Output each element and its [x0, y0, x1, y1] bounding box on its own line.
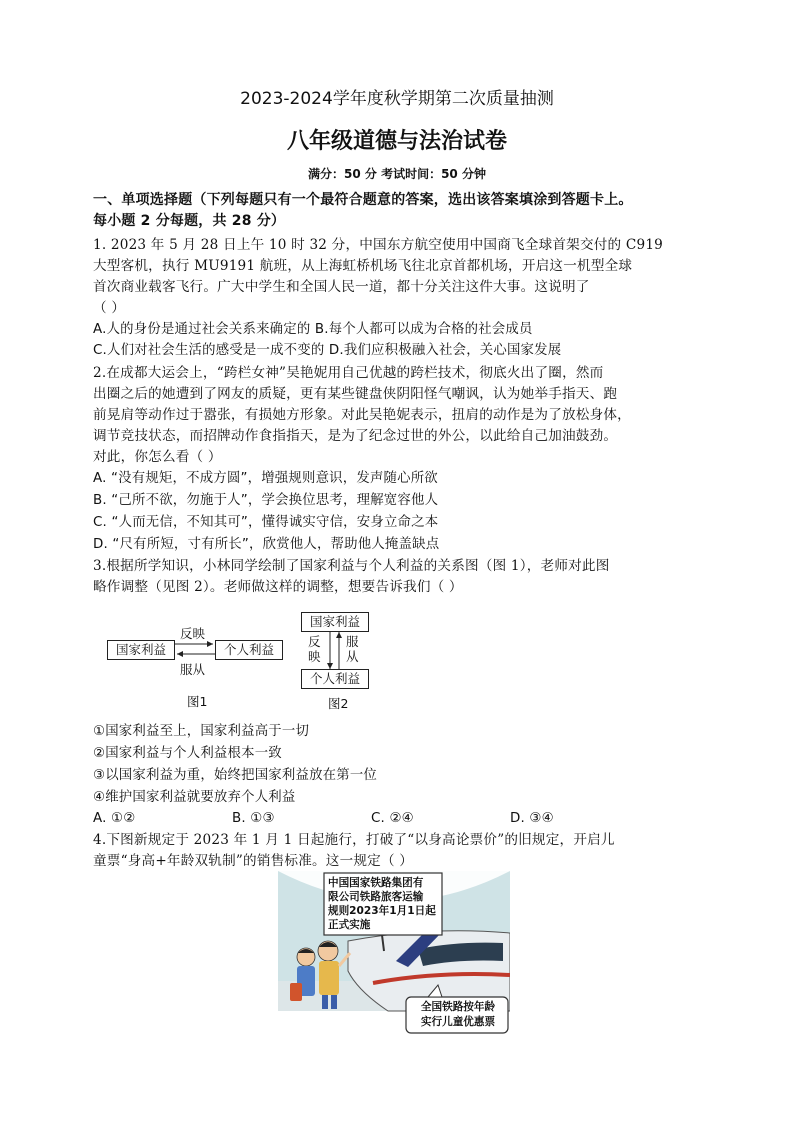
figure-2: [300, 611, 380, 716]
q3-statement: ③以国家利益为重，始终把国家利益放在第一位: [93, 768, 378, 783]
sign-line: 中国国家铁路集团有: [328, 877, 424, 889]
fig2-personal-interest-box: 个人利益: [301, 669, 369, 689]
sign-line: 正式实施: [328, 919, 371, 931]
fig2-obey-label: 服从: [346, 634, 359, 664]
q3-statement: ①国家利益至上，国家利益高于一切: [93, 724, 310, 739]
q4-line: 童票“身高+年龄双轨制”的销售标准。这一规定（ ）: [93, 853, 414, 869]
bubble-line: 全国铁路按年龄: [420, 1001, 496, 1013]
q2-option: D. “尺有所短，寸有所长”，欣赏他人，帮助他人掩盖缺点: [93, 537, 440, 552]
fig1-national-interest-box: 国家利益: [107, 640, 175, 660]
q2-line: 前晃肩等动作过于嚣张，有损她方形象。对此吴艳妮表示，扭肩的动作是为了放松身体，: [93, 407, 631, 423]
q3-option-d: D. ③④: [510, 811, 554, 826]
q1-line: 大型客机，执行 MU9191 航班，从上海虹桥机场飞往北京首都机场，开启这一机型全球: [93, 258, 633, 274]
q1-option: C.人们对社会生活的感受是一成不变的 D.我们应积极融入社会，关心国家发展: [93, 343, 562, 358]
q1-line: 首次商业载客飞行。广大中学生和全国人民一道，都十分关注这件大事。这说明了: [93, 279, 590, 295]
cartoon-bubble-text: [410, 1000, 506, 1030]
q3-statement: ④维护国家利益就要放弃个人利益: [93, 790, 296, 805]
q1-line: 1. 2023 年 5 月 28 日上午 10 时 32 分，中国东方航空使用中国商飞全球首架交付的 C919: [93, 237, 664, 253]
bubble-line: 实行儿童优惠票: [420, 1016, 496, 1028]
q2-option: A. “没有规矩，不成方圆”，增强规则意识，发声随心所欲: [93, 471, 438, 486]
q3-line: 略作调整（见图 2）。老师做这样的调整，想要告诉我们（ ）: [93, 579, 463, 595]
q2-line: 2.在成都大运会上，“跨栏女神”吴艳妮用自己优越的跨栏技术，彻底火出了圈，然而: [93, 365, 604, 381]
exam-meta: 满分：50 分 考试时间：50 分钟: [308, 167, 486, 181]
fig2-national-interest-box: 国家利益: [301, 612, 369, 632]
q1-option: A.人的身份是通过社会关系来确定的 B.每个人都可以成为合格的社会成员: [93, 322, 533, 337]
section-heading-line1: 一、单项选择题（下列每题只有一个最符合题意的答案，选出该答案填涂到答题卡上。: [93, 192, 633, 208]
subject-title: 八年级道德与法治试卷: [286, 129, 507, 154]
q3-option-b: B. ①③: [232, 811, 275, 826]
q3-option-a: A. ①②: [93, 811, 136, 826]
fig1-reflect-label: 反映: [180, 626, 206, 641]
railway-cartoon: [278, 871, 510, 1037]
fig2-reflect-label: 反映: [308, 634, 321, 664]
figure-1: [107, 617, 287, 712]
q3-line: 3.根据所学知识，小林同学绘制了国家利益与个人利益的关系图（图 1），老师对此图: [93, 558, 610, 574]
q2-option: C. “人而无信，不知其可”，懂得诚实守信，安身立命之本: [93, 515, 439, 530]
q2-line: 调节竞技状态，而招牌动作食指指天，是为了纪念过世的外公，以此给自己加油鼓劲。: [93, 428, 618, 444]
q1-line: （ ）: [93, 300, 126, 316]
q2-line: 出圈之后的她遭到了网友的质疑，更有某些键盘侠阴阳怪气嘲讽，认为她举手指天、跑: [93, 386, 618, 402]
fig1-obey-label: 服从: [180, 662, 206, 677]
section-heading-line2: 每小题 2 分每题，共 28 分）: [93, 213, 286, 229]
sign-line: 限公司铁路旅客运输: [328, 891, 424, 903]
fig2-caption: 图2: [328, 696, 349, 711]
q3-statement: ②国家利益与个人利益根本一致: [93, 746, 282, 761]
fig1-caption: 图1: [187, 694, 208, 709]
sign-line: 规则2023年1月1日起: [328, 905, 436, 917]
q4-line: 4.下图新规定于 2023 年 1 月 1 日起施行，打破了“以身高论票价”的旧规定，开启儿: [93, 832, 615, 848]
q2-option: B. “己所不欲，勿施于人”，学会换位思考，理解宽容他人: [93, 493, 439, 508]
fig1-personal-interest-box: 个人利益: [215, 640, 283, 660]
q2-line: 对此，你怎么看（ ）: [93, 449, 222, 465]
cartoon-sign-text: [328, 876, 440, 932]
q3-option-c: C. ②④: [371, 811, 414, 826]
exam-title: 2023-2024学年度秋学期第二次质量抽测: [240, 89, 554, 109]
